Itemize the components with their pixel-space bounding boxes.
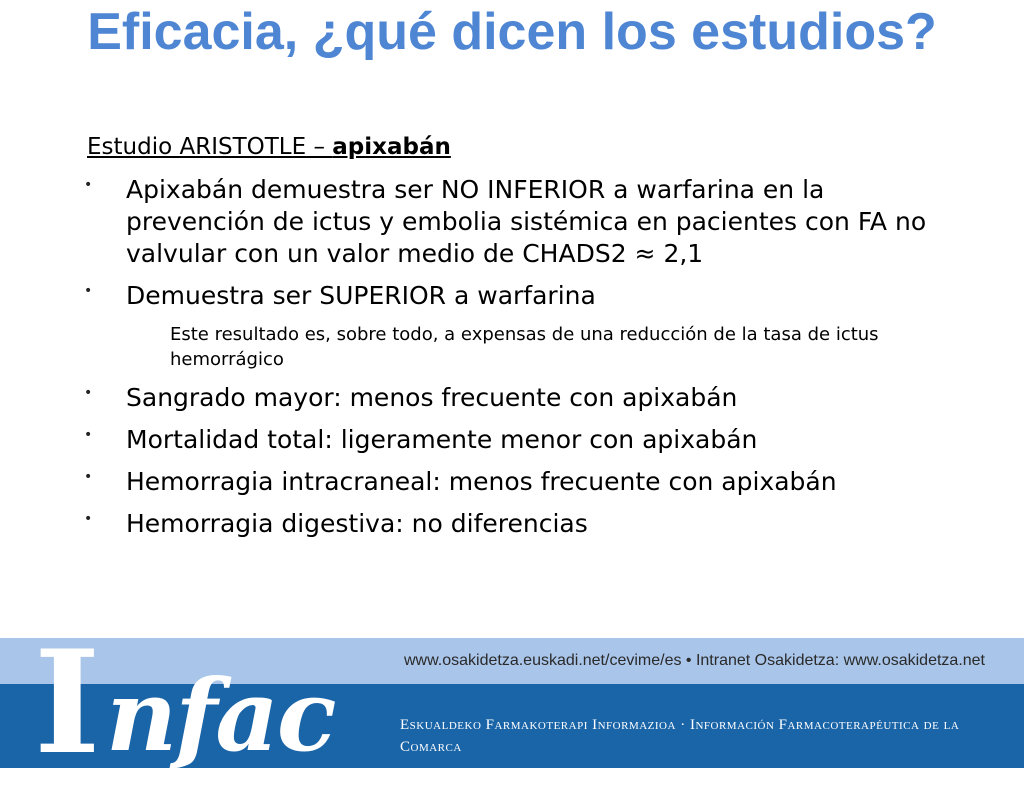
list-item — [84, 508, 964, 540]
study-heading-drug: apixabán — [332, 134, 451, 160]
footer-banner — [0, 620, 1024, 786]
bullet-icon: • — [84, 427, 93, 443]
page-title: Eficacia, ¿qué dicen los estudios? — [87, 3, 937, 61]
bullet-icon: • — [84, 283, 93, 299]
bullet-icon: • — [84, 177, 93, 193]
study-heading-prefix: Estudio ARISTOTLE – — [87, 134, 333, 160]
list-item — [84, 466, 964, 498]
list-item — [84, 424, 964, 456]
bullet-icon: • — [84, 385, 93, 401]
list-item-text: Demuestra ser SUPERIOR a warfarina — [126, 281, 596, 310]
list-item — [84, 280, 964, 312]
logo-initial: I — [34, 620, 101, 786]
footer-tagline: Eskualdeko Farmakoterapi Informazioa · Información Farmacoterapéutica de la Comarca — [400, 717, 960, 755]
list-item-text: Mortalidad total: ligeramente menor con apixabán — [126, 425, 758, 454]
footer-links[interactable]: www.osakidetza.euskadi.net/cevime/es • Intranet Osakidetza: www.osakidetza.net — [404, 652, 985, 669]
list-item-text: Apixabán demuestra ser NO INFERIOR a warfarina en la prevención de ictus y embolia sistémica en pacientes con FA no valvular con un valor medio de CHADS2 ≈ 2,1 — [126, 175, 927, 268]
bullet-icon: • — [84, 469, 93, 485]
list-item — [84, 174, 964, 270]
list-item-text: Sangrado mayor: menos frecuente con apixabán — [126, 383, 738, 412]
logo-rest: nfac — [106, 659, 335, 774]
study-heading — [87, 132, 451, 162]
infac-logo — [34, 620, 335, 786]
list-item-text: Hemorragia digestiva: no diferencias — [126, 509, 588, 538]
list-item-text: Hemorragia intracraneal: menos frecuente con apixabán — [126, 467, 837, 496]
findings-list — [84, 174, 964, 550]
list-subitem: Este resultado es, sobre todo, a expensas de una reducción de la tasa de ictus hemorrágico — [170, 324, 879, 370]
bullet-icon: • — [84, 511, 93, 527]
list-item — [84, 382, 964, 414]
